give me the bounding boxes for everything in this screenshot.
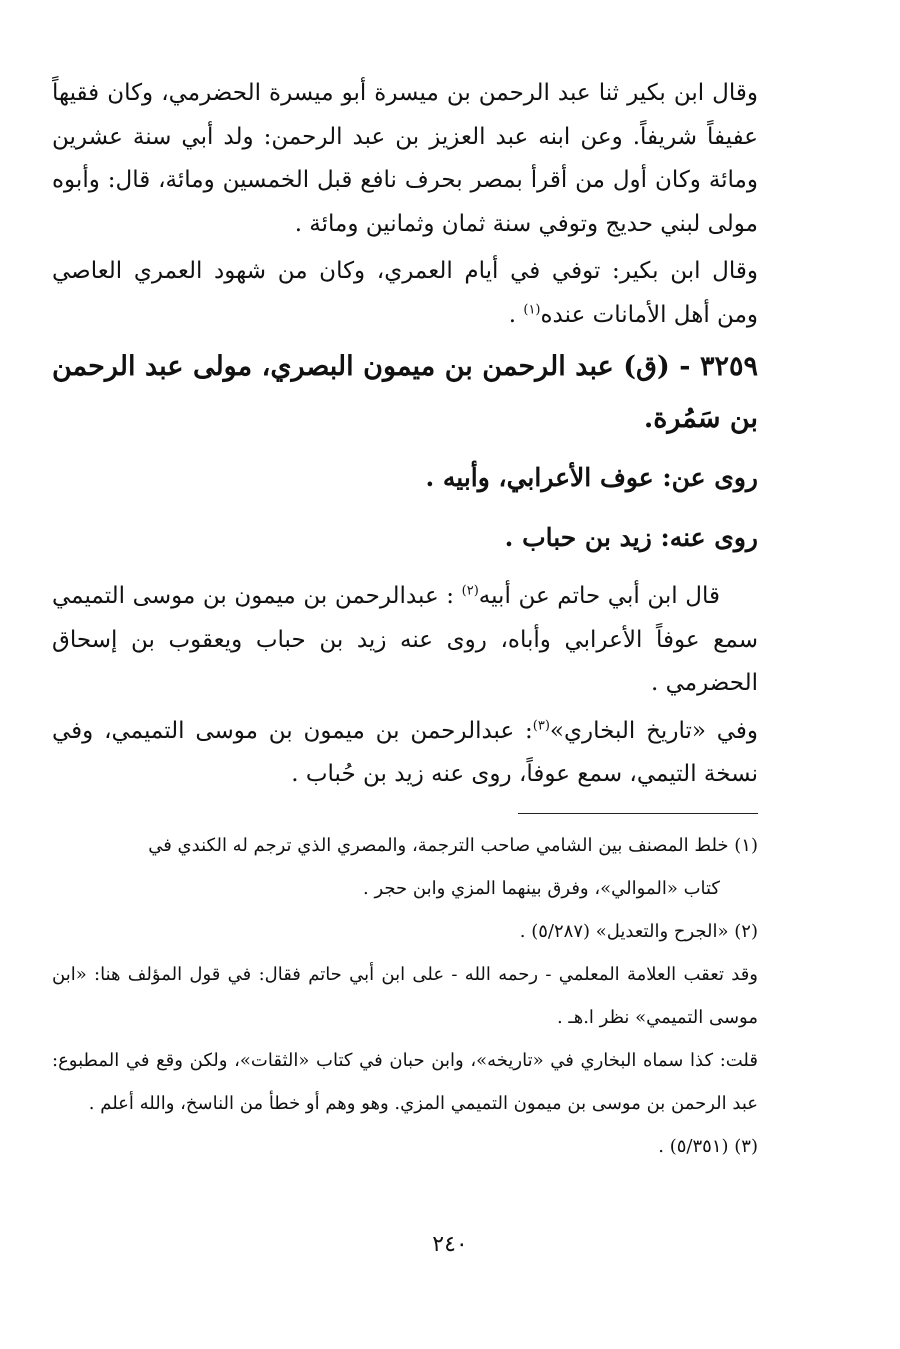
footnote-2-comment: قلت: كذا سماه البخاري في «تاريخه»، وابن حبان في كتاب «الثقات»، ولكن وقع في المطبوع: عبد الرحمن بن موسى بن ميمون التميمي المزي. وهو وهم أو خطأ من الناسخ، والله أعلم .: [52, 1049, 758, 1114]
paragraph-ibn-abi-hatim: [52, 575, 758, 706]
footnote-separator: [518, 813, 758, 814]
bukhari-intro: وفي «تاريخ البخاري»: [549, 717, 758, 744]
paragraph-bukhari: [52, 710, 758, 797]
narrated-from-heading: روى عن: عوف الأعرابي، وأبيه .: [425, 463, 758, 492]
entry-heading: ٣٢٥٩ - (ق) عبد الرحمن بن ميمون البصري، مولى عبد الرحمن بن سَمُرة.: [52, 351, 758, 434]
paragraph-death-end: .: [508, 301, 524, 328]
page-number: ٢٤٠: [432, 1232, 468, 1257]
footnote-1-line-1: (١) خلط المصنف بين الشامي صاحب الترجمة، والمصري الذي ترجم له الكندي في: [148, 834, 758, 856]
bukhari-quote: : عبدالرحمن بن ميمون بن موسى التميمي، وفي نسخة التيمي، سمع عوفاً، روى عنه زيد بن حُباب .: [52, 717, 758, 787]
page-body: [52, 72, 758, 1168]
paragraph-ibn-bukayr: وقال ابن بكير ثنا عبد الرحمن بن ميسرة أبو ميسرة الحضرمي، وكان فقيهاً عفيفاً شريفاً. وعن ابنه عبد العزيز بن عبد الرحمن: ولد أبي سنة عشرين ومائة وكان أول من أقرأ بمصر بحرف نافع قبل الخمسين ومائة، قال: وأبوه مولى لبني حديج وتوفي سنة ثمان وثمانين ومائة .: [52, 80, 758, 237]
narrated-by-heading: روى عنه: زيد بن حباب .: [504, 523, 758, 552]
footnote-3: (٣) (٥/٣٥١) .: [658, 1135, 758, 1157]
footnote-ref-1: (١): [523, 301, 541, 317]
paragraph-death-text: وقال ابن بكير: توفي في أيام العمري، وكان من شهود العمري العاصي ومن أهل الأمانات عنده: [52, 258, 758, 328]
footnote-ref-3: (٣): [532, 717, 550, 733]
footnote-2-muallimi: وقد تعقب العلامة المعلمي - رحمه الله - على ابن أبي حاتم فقال: في قول المؤلف هنا: «ابن موسى التميمي» نظر ا.هـ .: [52, 963, 758, 1028]
footnote-ref-2: (٢): [461, 583, 479, 599]
ibn-abi-hatim-intro: قال ابن أبي حاتم عن أبيه: [478, 583, 720, 609]
ibn-abi-hatim-quote: : عبدالرحمن بن ميمون بن موسى التميمي سمع عوفاً الأعرابي وأباه، روى عنه زيد بن حباب ويعقوب بن إسحاق الحضرمي .: [52, 583, 758, 696]
footnote-2-line-1: (٢) «الجرح والتعديل» (٥/٢٨٧) .: [519, 920, 758, 942]
footnote-1-line-2: كتاب «الموالي»، وفرق بينهما المزي وابن حجر .: [363, 877, 720, 899]
paragraph-death-note: [52, 250, 758, 337]
